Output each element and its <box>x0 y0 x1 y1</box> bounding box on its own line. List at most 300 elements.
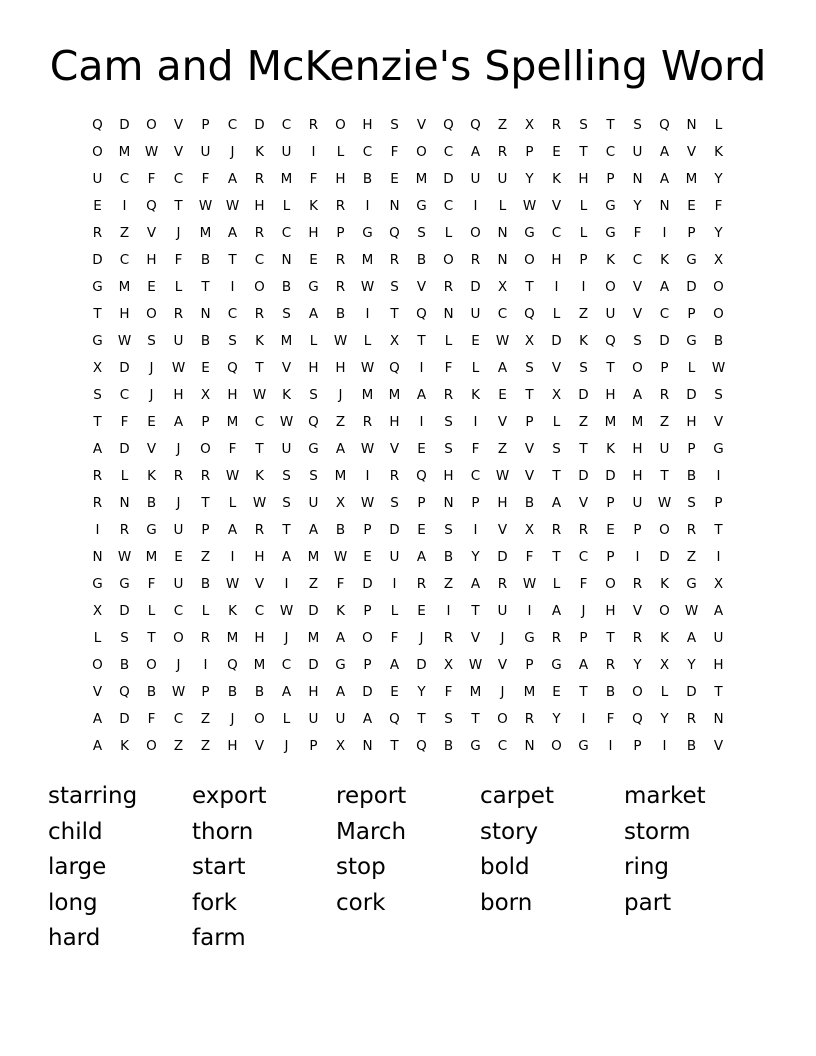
grid-letter: Z <box>578 414 589 430</box>
grid-letter: C <box>659 306 670 322</box>
grid-letter: I <box>554 279 559 295</box>
grid-letter: B <box>200 576 211 592</box>
grid-letter: L <box>579 198 588 214</box>
grid-letter: O <box>443 252 454 268</box>
grid-letter: R <box>686 711 697 727</box>
grid-letter: V <box>146 441 157 457</box>
grid-letter: H <box>227 387 238 403</box>
grid-letter: A <box>362 711 373 727</box>
grid-letter: H <box>335 171 346 187</box>
grid-letter: H <box>632 468 643 484</box>
grid-letter: K <box>255 333 264 349</box>
grid-letter: B <box>335 306 346 322</box>
grid-letter: S <box>714 387 723 403</box>
grid-row <box>84 301 732 328</box>
grid-letter: R <box>173 468 184 484</box>
grid-letter: L <box>282 198 291 214</box>
grid-letter: T <box>660 468 669 484</box>
word-list-item: hard <box>48 925 101 951</box>
grid-letter: Z <box>335 414 346 430</box>
grid-letter: W <box>279 414 294 430</box>
grid-letter: M <box>388 387 401 403</box>
grid-letter: R <box>551 630 562 646</box>
grid-letter: D <box>308 657 319 673</box>
grid-letter: S <box>687 495 696 511</box>
grid-row <box>84 220 732 247</box>
grid-letter: A <box>227 522 238 538</box>
grid-letter: U <box>173 522 184 538</box>
grid-letter: U <box>713 630 724 646</box>
grid-letter: I <box>608 738 613 754</box>
grid-letter: W <box>198 198 213 214</box>
grid-letter: U <box>497 171 508 187</box>
grid-letter: A <box>416 549 427 565</box>
grid-row <box>84 544 732 571</box>
grid-letter: D <box>497 549 508 565</box>
grid-letter: N <box>713 711 724 727</box>
grid-letter: H <box>605 603 616 619</box>
grid-letter: I <box>365 468 370 484</box>
word-list-item: part <box>624 889 672 916</box>
grid-letter: C <box>362 144 373 160</box>
grid-letter: T <box>714 522 723 538</box>
grid-letter: L <box>120 468 129 484</box>
grid-row <box>84 193 732 220</box>
grid-letter: Z <box>119 225 130 241</box>
grid-letter: R <box>92 468 103 484</box>
grid-letter: H <box>389 414 400 430</box>
grid-letter: N <box>443 495 454 511</box>
grid-letter: K <box>471 387 480 403</box>
grid-letter: W <box>495 333 510 349</box>
grid-letter: U <box>173 333 184 349</box>
grid-letter: H <box>227 738 238 754</box>
grid-letter: E <box>201 360 210 376</box>
word-list-item: born <box>480 889 533 916</box>
grid-letter: Y <box>633 657 642 673</box>
grid-letter: W <box>657 495 672 511</box>
grid-letter: O <box>254 711 265 727</box>
grid-letter: U <box>659 441 670 457</box>
grid-letter: C <box>119 252 130 268</box>
grid-letter: T <box>255 441 264 457</box>
grid-letter: Y <box>687 657 696 673</box>
grid-letter: D <box>659 333 670 349</box>
grid-letter: W <box>117 333 132 349</box>
grid-letter: A <box>551 603 562 619</box>
grid-letter: U <box>632 144 643 160</box>
grid-letter: A <box>335 630 346 646</box>
grid-letter: T <box>93 414 102 430</box>
grid-letter: A <box>335 684 346 700</box>
grid-letter: Q <box>119 684 130 700</box>
grid-letter: X <box>335 495 346 511</box>
grid-letter: L <box>444 333 453 349</box>
grid-letter: S <box>228 333 237 349</box>
grid-row <box>84 247 732 274</box>
grid-letter: E <box>687 198 696 214</box>
grid-letter: A <box>227 171 238 187</box>
grid-letter: R <box>578 522 589 538</box>
grid-letter: R <box>335 198 346 214</box>
grid-letter: Z <box>659 414 670 430</box>
grid-letter: V <box>713 738 724 754</box>
grid-letter: S <box>282 468 291 484</box>
grid-letter: Q <box>146 198 157 214</box>
grid-letter: O <box>146 117 157 133</box>
grid-letter: S <box>120 630 129 646</box>
grid-letter: U <box>470 306 481 322</box>
grid-letter: M <box>415 171 428 187</box>
grid-letter: X <box>524 522 535 538</box>
grid-row <box>84 706 732 733</box>
grid-letter: J <box>500 684 505 700</box>
grid-letter: K <box>606 441 615 457</box>
grid-letter: P <box>606 171 615 187</box>
grid-letter: E <box>147 414 156 430</box>
grid-letter: C <box>173 171 184 187</box>
grid-letter: C <box>254 603 265 619</box>
word-list-item: bold <box>480 854 530 880</box>
grid-letter: C <box>254 252 265 268</box>
grid-letter: I <box>581 711 586 727</box>
grid-row <box>84 679 732 706</box>
grid-letter: Q <box>605 333 616 349</box>
grid-letter: M <box>631 414 644 430</box>
grid-letter: O <box>416 144 427 160</box>
grid-letter: A <box>92 711 103 727</box>
grid-letter: K <box>255 144 264 160</box>
grid-letter: C <box>470 468 481 484</box>
grid-letter: V <box>470 630 481 646</box>
grid-letter: U <box>497 603 508 619</box>
grid-letter: U <box>389 549 400 565</box>
grid-letter: H <box>254 630 265 646</box>
grid-letter: C <box>119 387 130 403</box>
grid-letter: R <box>254 522 265 538</box>
grid-letter: R <box>524 711 535 727</box>
word-list-item: fork <box>192 889 237 916</box>
grid-letter: T <box>390 306 399 322</box>
grid-letter: F <box>633 225 642 241</box>
grid-letter: H <box>254 198 265 214</box>
grid-letter: P <box>201 117 210 133</box>
grid-letter: K <box>606 252 615 268</box>
grid-letter: P <box>309 738 318 754</box>
grid-letter: T <box>201 279 210 295</box>
grid-letter: W <box>117 549 132 565</box>
grid-letter: Y <box>714 225 723 241</box>
grid-letter: L <box>309 333 318 349</box>
grid-letter: P <box>606 495 615 511</box>
grid-letter: X <box>524 333 535 349</box>
grid-letter: D <box>659 549 670 565</box>
grid-letter: C <box>281 657 292 673</box>
grid-letter: G <box>524 630 535 646</box>
grid-letter: O <box>713 279 724 295</box>
grid-letter: J <box>176 657 181 673</box>
grid-letter: I <box>635 549 640 565</box>
grid-letter: O <box>200 441 211 457</box>
grid-letter: A <box>659 279 670 295</box>
grid-letter: Q <box>389 225 400 241</box>
grid-letter: M <box>118 144 131 160</box>
grid-row <box>84 382 732 409</box>
grid-letter: F <box>444 360 453 376</box>
grid-letter: R <box>686 522 697 538</box>
grid-letter: M <box>307 630 320 646</box>
grid-letter: A <box>92 738 103 754</box>
grid-letter: E <box>390 684 399 700</box>
grid-letter: T <box>552 549 561 565</box>
grid-letter: U <box>281 441 292 457</box>
grid-letter: P <box>417 495 426 511</box>
grid-letter: I <box>230 279 235 295</box>
grid-letter: G <box>308 279 319 295</box>
grid-row <box>84 355 732 382</box>
grid-letter: T <box>417 711 426 727</box>
grid-letter: A <box>308 522 319 538</box>
grid-letter: E <box>147 279 156 295</box>
grid-letter: E <box>498 387 507 403</box>
grid-letter: Q <box>389 711 400 727</box>
grid-letter: K <box>714 144 723 160</box>
grid-letter: B <box>713 333 724 349</box>
grid-letter: X <box>659 657 670 673</box>
grid-letter: B <box>686 468 697 484</box>
word-list-item: child <box>48 818 103 845</box>
grid-letter: I <box>419 414 424 430</box>
grid-letter: M <box>280 333 293 349</box>
grid-letter: L <box>147 603 156 619</box>
word-list-item: large <box>48 854 107 880</box>
grid-letter: Q <box>416 468 427 484</box>
grid-letter: S <box>633 333 642 349</box>
grid-letter: H <box>254 549 265 565</box>
grid-letter: G <box>713 441 724 457</box>
grid-letter: T <box>552 468 561 484</box>
grid-letter: F <box>228 441 237 457</box>
grid-letter: T <box>201 495 210 511</box>
grid-letter: A <box>173 414 184 430</box>
grid-letter: C <box>281 117 292 133</box>
word-list-item: long <box>48 889 98 916</box>
grid-letter: Z <box>686 549 697 565</box>
grid-letter: S <box>444 711 453 727</box>
grid-letter: A <box>227 225 238 241</box>
grid-letter: P <box>633 522 642 538</box>
grid-letter: I <box>473 198 478 214</box>
grid-letter: O <box>551 738 562 754</box>
grid-letter: P <box>525 657 534 673</box>
grid-letter: I <box>662 738 667 754</box>
grid-letter: Y <box>660 711 669 727</box>
grid-letter: X <box>497 279 508 295</box>
grid-letter: R <box>92 495 103 511</box>
grid-letter: W <box>522 576 537 592</box>
grid-letter: T <box>174 198 183 214</box>
grid-letter: L <box>552 414 561 430</box>
grid-row <box>84 463 732 490</box>
grid-letter: S <box>390 117 399 133</box>
grid-letter: F <box>390 630 399 646</box>
grid-letter: V <box>524 468 535 484</box>
grid-letter: T <box>525 279 534 295</box>
grid-letter: Y <box>471 549 480 565</box>
grid-letter: Q <box>227 360 238 376</box>
grid-letter: Z <box>443 576 454 592</box>
word-list-item: stop <box>336 854 386 880</box>
grid-letter: X <box>335 738 346 754</box>
grid-letter: C <box>497 306 508 322</box>
grid-letter: Q <box>92 117 103 133</box>
grid-letter: R <box>362 414 373 430</box>
word-list-item: start <box>192 854 246 880</box>
grid-letter: X <box>524 117 535 133</box>
grid-letter: Z <box>200 711 211 727</box>
grid-letter: W <box>279 603 294 619</box>
grid-letter: K <box>660 630 669 646</box>
grid-letter: I <box>716 549 721 565</box>
grid-letter: S <box>444 441 453 457</box>
word-list-item: story <box>480 818 539 845</box>
grid-letter: F <box>390 144 399 160</box>
grid-letter: W <box>360 441 375 457</box>
grid-letter: C <box>173 603 184 619</box>
grid-letter: S <box>633 117 642 133</box>
grid-letter: L <box>579 225 588 241</box>
grid-letter: D <box>119 711 130 727</box>
grid-letter: D <box>416 657 427 673</box>
grid-letter: Q <box>227 657 238 673</box>
word-list-item: ring <box>624 854 670 880</box>
puzzle-title: Cam and McKenzie's Spelling Word <box>49 42 767 90</box>
grid-letter: T <box>579 684 588 700</box>
grid-letter: B <box>254 684 265 700</box>
grid-letter: L <box>201 603 210 619</box>
grid-letter: W <box>711 360 726 376</box>
grid-letter: K <box>147 468 156 484</box>
grid-letter: P <box>201 522 210 538</box>
grid-letter: R <box>497 576 508 592</box>
grid-letter: G <box>686 252 697 268</box>
grid-letter: I <box>95 522 100 538</box>
grid-letter: O <box>497 711 508 727</box>
grid-letter: F <box>336 576 345 592</box>
grid-letter: S <box>579 117 588 133</box>
grid-letter: I <box>473 414 478 430</box>
grid-letter: M <box>604 414 617 430</box>
grid-letter: R <box>173 306 184 322</box>
grid-letter: O <box>605 279 616 295</box>
grid-letter: H <box>713 657 724 673</box>
grid-letter: A <box>551 495 562 511</box>
grid-letter: A <box>92 441 103 457</box>
grid-letter: P <box>471 495 480 511</box>
grid-letter: R <box>605 657 616 673</box>
grid-letter: R <box>119 522 130 538</box>
grid-row <box>84 625 732 652</box>
grid-row <box>84 409 732 436</box>
grid-letter: Y <box>633 198 642 214</box>
grid-letter: N <box>92 549 103 565</box>
grid-letter: G <box>92 576 103 592</box>
grid-letter: F <box>147 711 156 727</box>
grid-letter: X <box>443 657 454 673</box>
grid-letter: J <box>284 738 289 754</box>
grid-letter: S <box>525 360 534 376</box>
grid-letter: F <box>525 549 534 565</box>
grid-letter: Y <box>552 711 561 727</box>
grid-letter: I <box>716 468 721 484</box>
grid-letter: D <box>686 279 697 295</box>
grid-letter: S <box>390 495 399 511</box>
grid-letter: R <box>335 279 346 295</box>
grid-letter: W <box>171 360 186 376</box>
grid-letter: K <box>552 171 561 187</box>
grid-letter: R <box>389 468 400 484</box>
grid-letter: N <box>686 117 697 133</box>
grid-letter: G <box>119 576 130 592</box>
grid-letter: E <box>174 549 183 565</box>
grid-letter: J <box>176 495 181 511</box>
grid-letter: D <box>389 522 400 538</box>
grid-letter: Q <box>308 414 319 430</box>
grid-letter: V <box>578 495 589 511</box>
grid-row <box>84 166 732 193</box>
grid-letter: O <box>146 738 157 754</box>
grid-letter: U <box>335 711 346 727</box>
grid-letter: G <box>416 198 427 214</box>
grid-letter: L <box>363 333 372 349</box>
grid-letter: L <box>336 144 345 160</box>
grid-letter: V <box>632 306 643 322</box>
grid-letter: V <box>497 657 508 673</box>
grid-letter: H <box>551 252 562 268</box>
grid-letter: N <box>362 738 373 754</box>
grid-letter: Q <box>632 711 643 727</box>
grid-row <box>84 571 732 598</box>
grid-letter: G <box>308 441 319 457</box>
grid-letter: N <box>659 198 670 214</box>
grid-letter: P <box>714 495 723 511</box>
grid-letter: B <box>281 279 292 295</box>
grid-letter: T <box>390 738 399 754</box>
grid-letter: C <box>605 144 616 160</box>
grid-letter: C <box>119 171 130 187</box>
grid-letter: S <box>444 522 453 538</box>
grid-letter: O <box>632 360 643 376</box>
grid-letter: C <box>632 252 643 268</box>
grid-letter: P <box>336 225 345 241</box>
grid-letter: E <box>417 603 426 619</box>
grid-letter: A <box>281 549 292 565</box>
grid-letter: V <box>551 198 562 214</box>
grid-letter: A <box>578 657 589 673</box>
grid-letter: W <box>522 198 537 214</box>
word-list-item: starring <box>48 783 138 809</box>
grid-letter: I <box>311 144 316 160</box>
grid-letter: J <box>176 225 181 241</box>
grid-letter: A <box>497 360 508 376</box>
grid-letter: P <box>363 657 372 673</box>
grid-letter: X <box>389 333 400 349</box>
grid-letter: E <box>93 198 102 214</box>
grid-letter: U <box>281 144 292 160</box>
grid-letter: V <box>686 144 697 160</box>
word-list-item: carpet <box>480 783 554 809</box>
grid-letter: C <box>227 117 238 133</box>
